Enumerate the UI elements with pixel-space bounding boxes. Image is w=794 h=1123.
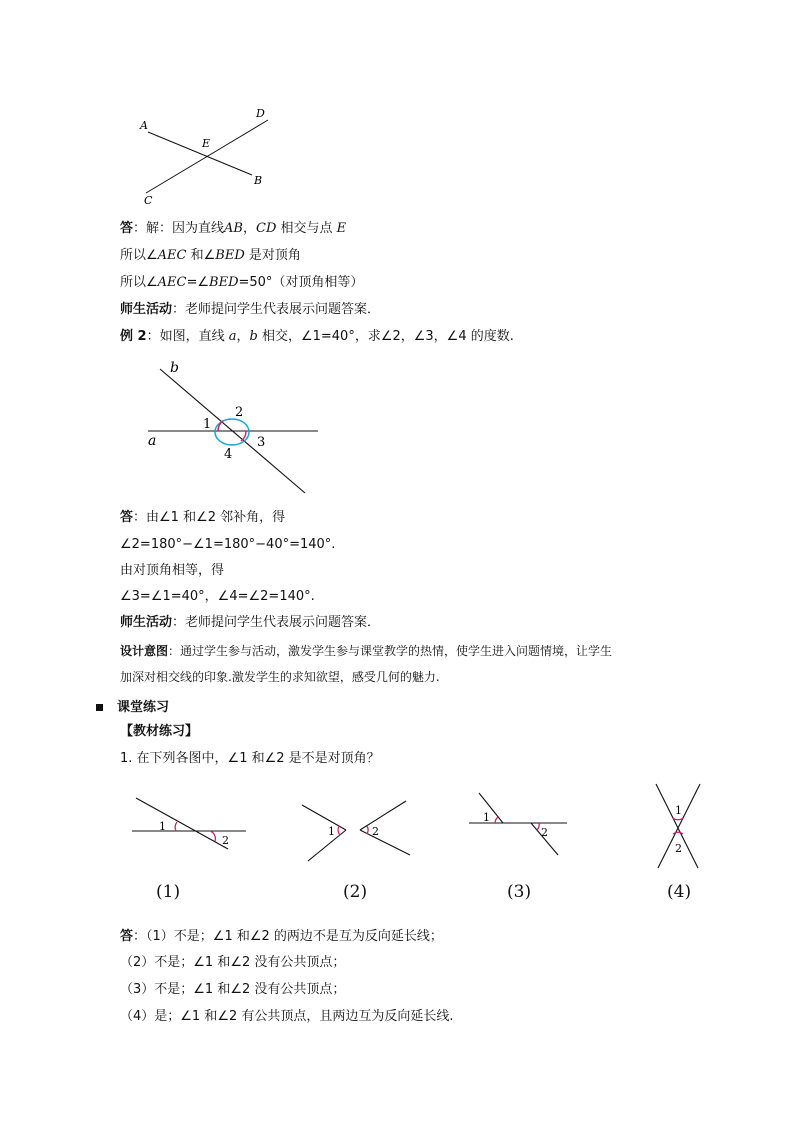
figure-label-4: (4): [667, 882, 692, 902]
label-c: C: [144, 194, 153, 207]
answer1-line3: 所以∠AEC=∠BED=50°（对顶角相等）: [120, 275, 364, 290]
section-heading: 课堂练习: [96, 696, 169, 715]
angle-label-4: 4: [224, 447, 233, 462]
fig2-angle-label-2: 2: [372, 825, 379, 838]
fig2-angle-2-arc: [367, 826, 368, 834]
fig1-angle-1-arc: [175, 822, 177, 831]
line-cd: [146, 120, 268, 193]
answer2-line3: 由对顶角相等，得: [120, 563, 225, 578]
example2: 例 2：如图，直线 a，b 相交，∠1=40°，求∠2，∠3，∠4 的度数.: [120, 329, 514, 344]
fig4-angle-label-1: 1: [675, 804, 682, 817]
design-intent-line1: 设计意图：通过学生参与活动，激发学生参与课堂教学的热情，使学生进入问题情境，让学生: [120, 644, 613, 658]
practice-figure-4: [648, 780, 708, 872]
answer1-line2: 所以∠AEC 和∠BED 是对顶角: [120, 248, 301, 263]
angle-label-2: 2: [235, 405, 244, 420]
answer3-line3: （3）不是；∠1 和∠2 没有公共顶点；: [120, 982, 346, 997]
answer1-line1: 答：解：因为直线AB，CD 相交与点 E: [120, 221, 347, 236]
answer1-label: 答: [120, 221, 134, 236]
fig4-line-2: [658, 784, 700, 868]
design-intent-line2: 加深对相交线的印象.激发学生的求知欲望，感受几何的魅力.: [120, 670, 440, 684]
label-b-line: b: [170, 360, 179, 376]
fig3-angle-2-arc: [537, 823, 539, 830]
practice-heading: 【教材练习】: [120, 724, 199, 739]
answer2-line2: ∠2=180°−∠1=180°−40°=140°.: [120, 537, 336, 552]
square-bullet-icon: [96, 704, 103, 711]
fig1-slant-line: [136, 798, 228, 849]
fig1-angle-label-2: 2: [222, 834, 229, 847]
practice-figure-2: [298, 795, 418, 865]
fig4-line-1: [656, 784, 698, 868]
figure-label-2: (2): [343, 882, 368, 902]
fig4-angle-2-arc: [673, 832, 683, 834]
fig2-angle-1-arc: [338, 826, 340, 835]
answer3-line4: （4）是；∠1 和∠2 有公共顶点，且两边互为反向延长线.: [120, 1009, 454, 1024]
label-a-line: a: [148, 433, 157, 449]
label-e: E: [202, 137, 211, 150]
figure-intersecting-lines-ab-cd: [130, 100, 290, 210]
question-1: 1. 在下列各图中，∠1 和∠2 是不是对顶角？: [120, 751, 380, 766]
figure-lines-a-b-angles: [140, 355, 330, 500]
figure-label-3: (3): [507, 882, 532, 902]
label-a: A: [140, 119, 148, 132]
activity1: 师生活动：老师提问学生代表展示问题答案．: [120, 302, 381, 317]
fig2-angle-label-1: 1: [328, 825, 335, 838]
activity2: 师生活动：老师提问学生代表展示问题答案．: [120, 615, 381, 630]
fig1-angle-label-1: 1: [159, 820, 166, 833]
label-b: B: [254, 174, 263, 187]
angle-1-arc: [218, 421, 223, 431]
fig4-angle-1-arc: [673, 818, 683, 820]
label-d: D: [256, 107, 265, 120]
fig3-angle-label-1: 1: [483, 811, 490, 824]
fig2-right-upper-line: [360, 801, 406, 830]
answer2-line4: ∠3=∠1=40°，∠4=∠2=140°.: [120, 589, 315, 604]
practice-figure-1: [128, 790, 253, 855]
figure-label-1: (1): [156, 882, 181, 902]
answer3-line2: （2）不是；∠1 和∠2 没有公共顶点；: [120, 955, 346, 970]
practice-figure-3: [465, 790, 575, 860]
angle-label-3: 3: [257, 435, 266, 450]
answer3-line1: 答：（1）不是；∠1 和∠2 的两边不是互为反向延长线；: [120, 929, 443, 944]
fig3-angle-label-2: 2: [541, 826, 548, 839]
fig3-angle-1-arc: [495, 817, 498, 823]
answer2-line1: 答：由∠1 和∠2 邻补角，得: [120, 510, 286, 525]
angle-label-1: 1: [203, 417, 212, 432]
fig4-angle-label-2: 2: [675, 842, 682, 855]
